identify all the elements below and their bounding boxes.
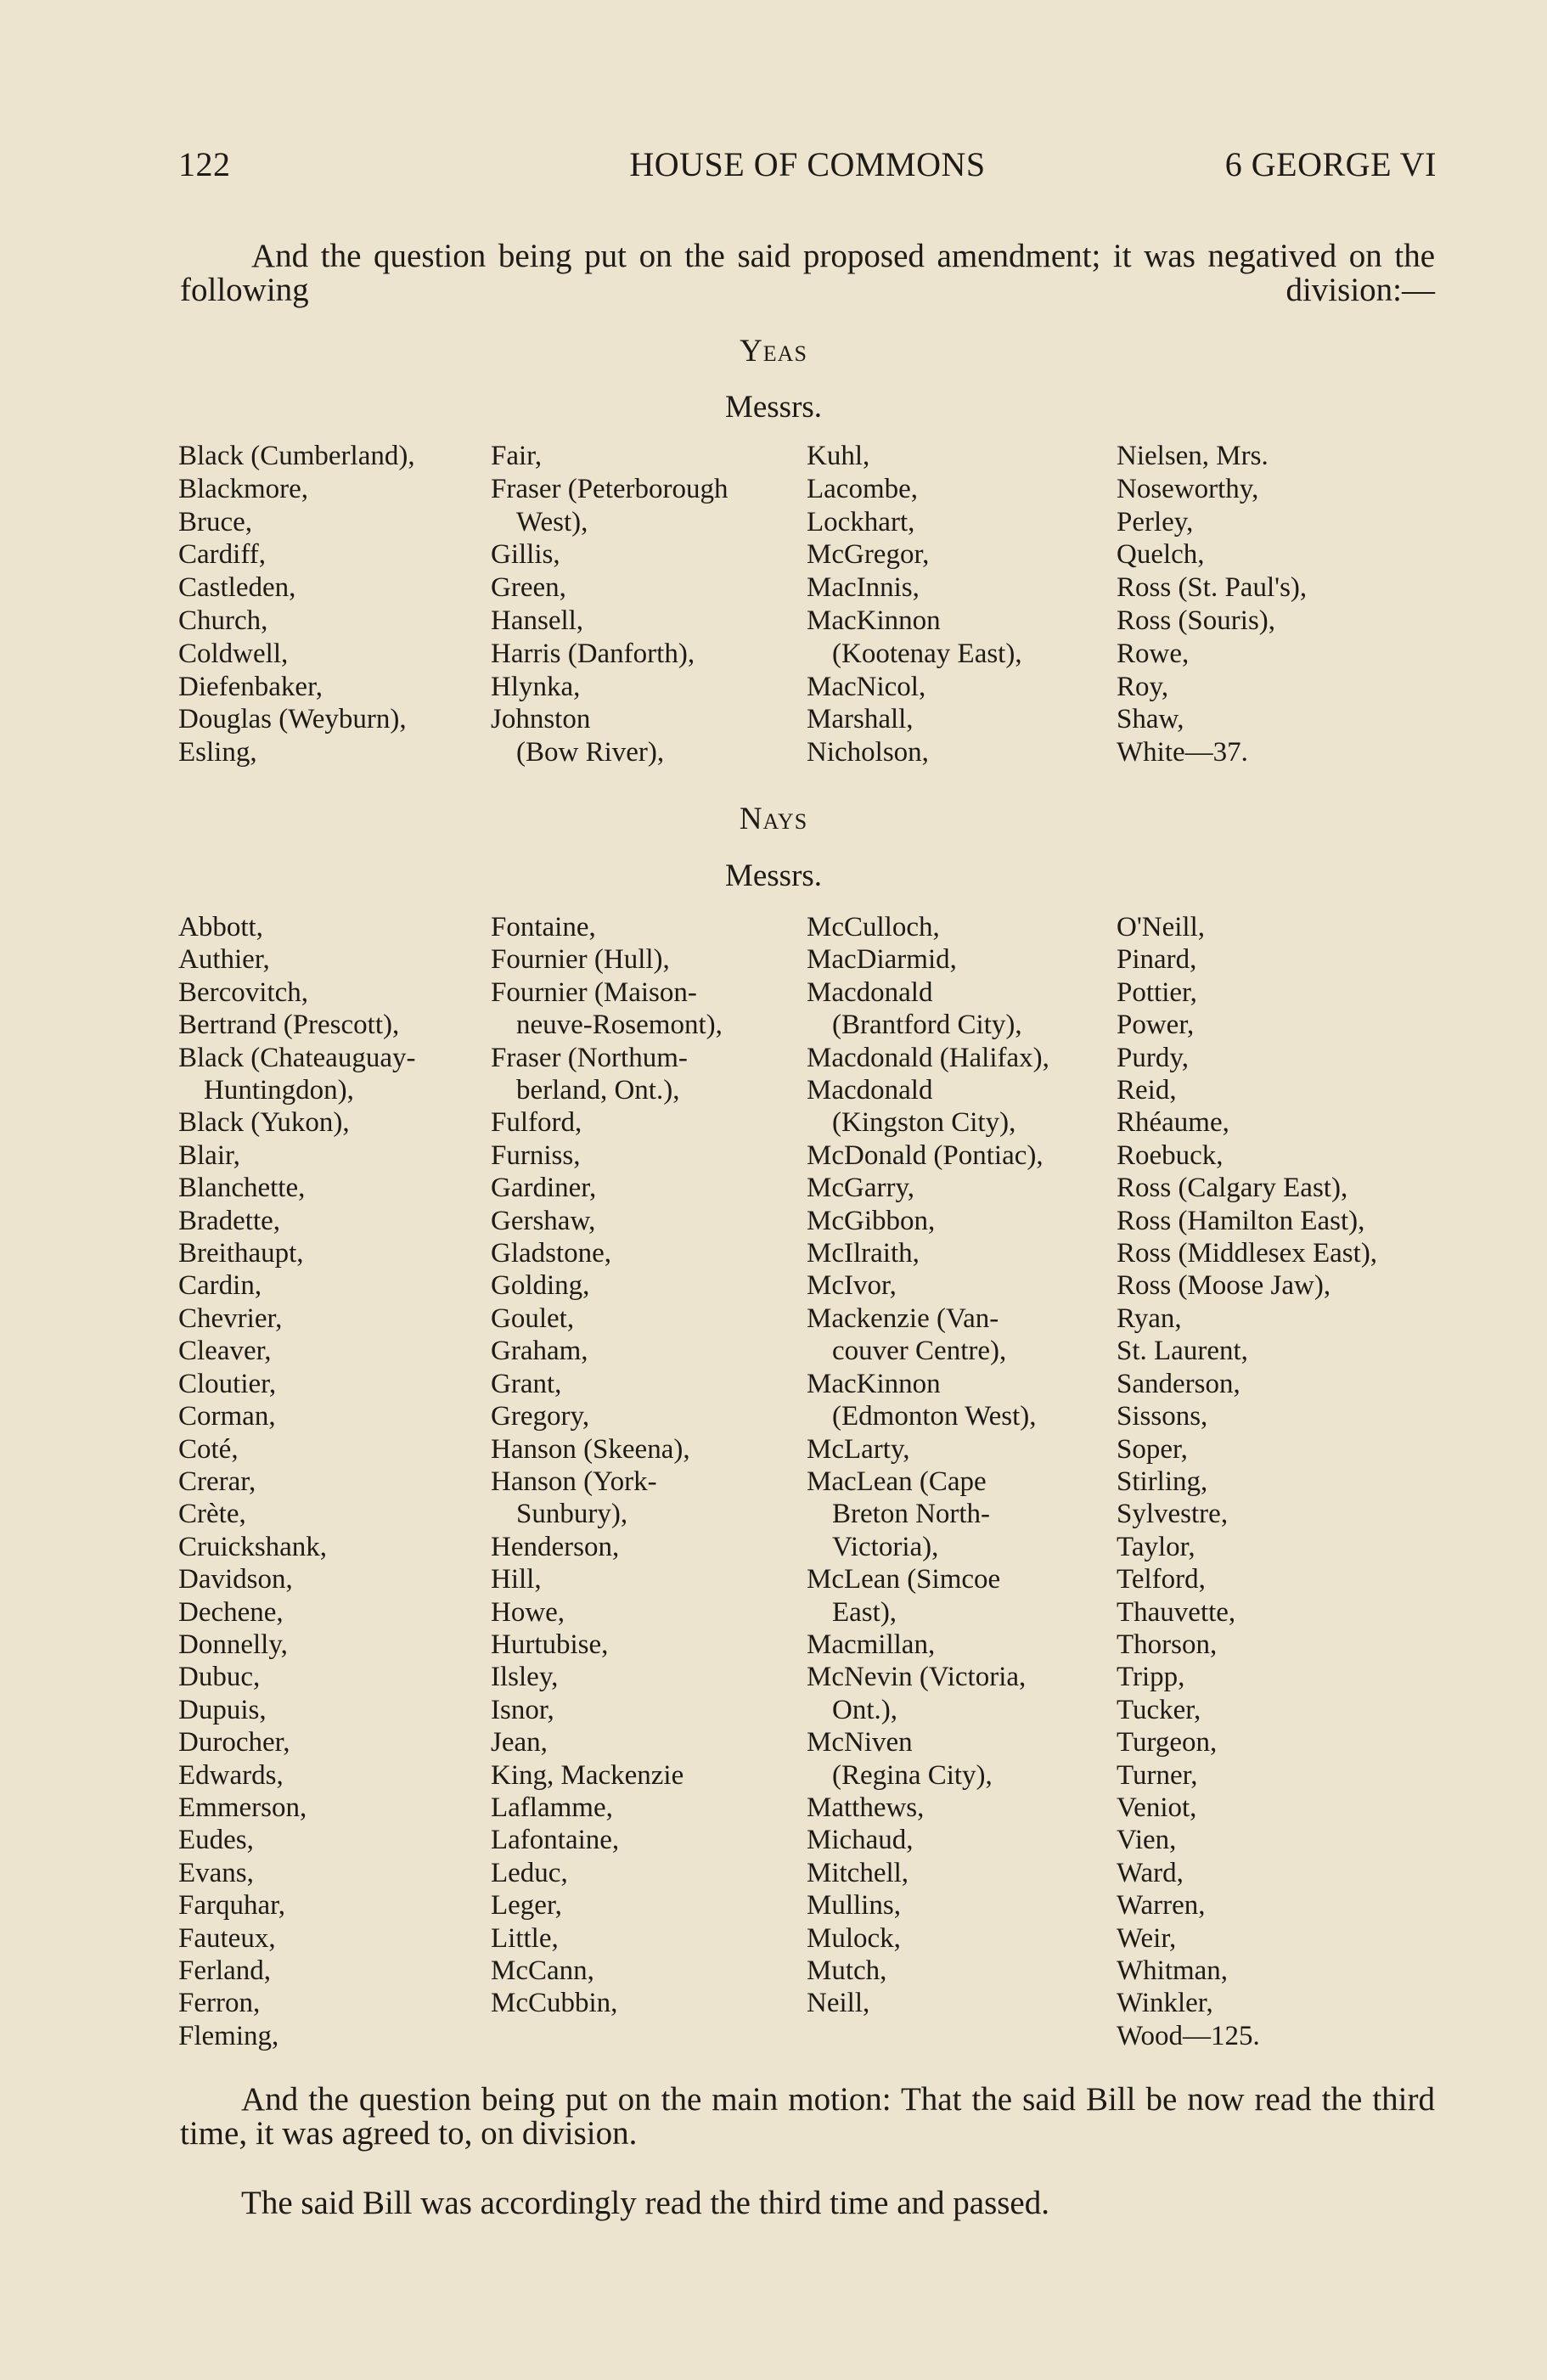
member-name: McIlraith, xyxy=(807,1238,920,1269)
member-name: Roebuck, xyxy=(1117,1139,1224,1171)
member-name: Breithaupt, xyxy=(178,1238,304,1269)
member-name: Ryan, xyxy=(1117,1303,1182,1334)
member-name: Telford, xyxy=(1117,1564,1206,1595)
member-name: Black (Chateauguay- xyxy=(178,1042,416,1073)
member-name: Chevrier, xyxy=(178,1303,283,1334)
member-name: Cruickshank, xyxy=(178,1531,328,1562)
member-name: Coté, xyxy=(178,1433,239,1465)
member-name: Tripp, xyxy=(1117,1662,1185,1693)
yeas-column-4 xyxy=(1117,440,1307,769)
member-name: Blair, xyxy=(178,1139,240,1171)
member-name: Cardin, xyxy=(178,1270,262,1302)
member-name: McGibbon, xyxy=(807,1205,936,1236)
member-name: Black (Cumberland), xyxy=(178,441,415,471)
nays-heading: Nays xyxy=(739,802,808,836)
member-name-continuation: Sunbury), xyxy=(516,1499,628,1530)
member-name: Corman, xyxy=(178,1401,276,1432)
member-name: McCann, xyxy=(491,1955,594,1986)
member-name: Bercovitch, xyxy=(178,976,309,1008)
member-name: Graham, xyxy=(491,1336,588,1367)
member-name: McGregor, xyxy=(807,539,930,571)
member-name: Noseworthy, xyxy=(1117,473,1259,504)
member-name-continuation: neuve-Rosemont), xyxy=(516,1010,723,1041)
member-name: Fournier (Hull), xyxy=(491,944,670,976)
member-name: Little, xyxy=(491,1922,559,1954)
member-name: Weir, xyxy=(1117,1922,1177,1954)
member-name: King, Mackenzie xyxy=(491,1759,684,1791)
member-name: Sissons, xyxy=(1117,1401,1208,1432)
member-name: Lafontaine, xyxy=(491,1825,620,1856)
member-name-continuation: (Regina City), xyxy=(832,1759,993,1791)
member-name: Whitman, xyxy=(1117,1955,1229,1986)
member-name: Veniot, xyxy=(1117,1792,1197,1823)
member-name: Tucker, xyxy=(1117,1694,1201,1725)
member-name: Ferron, xyxy=(178,1988,261,2019)
member-name: Gershaw, xyxy=(491,1205,596,1236)
member-name: MacKinnon xyxy=(807,1368,941,1399)
member-name: Jean, xyxy=(491,1727,548,1758)
member-name: Leger, xyxy=(491,1890,562,1921)
member-name: Bruce, xyxy=(178,506,253,537)
member-name: Esling, xyxy=(178,737,257,768)
member-name: Soper, xyxy=(1117,1433,1188,1465)
member-name: Fair, xyxy=(491,441,543,471)
member-name: Stirling, xyxy=(1117,1466,1208,1497)
member-name: Vien, xyxy=(1117,1825,1177,1856)
member-name: Ferland, xyxy=(178,1955,272,1986)
member-name: Nielsen, Mrs. xyxy=(1117,441,1269,471)
member-name: Nicholson, xyxy=(807,737,929,768)
member-name: McNiven xyxy=(807,1727,913,1758)
amendment-question-paragraph: And the question being put on the said proposed amendment; it was negatived on the following division:— xyxy=(180,238,1435,308)
member-name: Hurtubise, xyxy=(491,1629,609,1660)
member-name: Bradette, xyxy=(178,1205,281,1236)
member-name: Goulet, xyxy=(491,1303,575,1334)
member-name: Emmerson, xyxy=(178,1792,307,1823)
member-name: Mutch, xyxy=(807,1955,887,1986)
member-name: Macmillan, xyxy=(807,1629,936,1660)
member-name: Grant, xyxy=(491,1368,562,1399)
member-name: Edwards, xyxy=(178,1759,284,1791)
nays-column-2 xyxy=(491,911,723,2020)
member-name: Gillis, xyxy=(491,539,560,571)
member-name: Cardiff, xyxy=(178,539,266,571)
member-name: Golding, xyxy=(491,1270,590,1302)
member-name: Fulford, xyxy=(491,1107,582,1139)
member-name: Dechene, xyxy=(178,1596,284,1628)
yeas-column-1 xyxy=(178,440,415,769)
member-name: Farquhar, xyxy=(178,1890,286,1921)
member-name: Macdonald xyxy=(807,976,933,1008)
yeas-column-3 xyxy=(807,440,1022,769)
nays-column-1 xyxy=(178,911,415,2052)
member-name: Michaud, xyxy=(807,1825,914,1856)
member-name: McCubbin, xyxy=(491,1988,618,2019)
member-name: Gladstone, xyxy=(491,1238,612,1269)
member-name-continuation: (Kingston City), xyxy=(832,1107,1016,1139)
member-name: Douglas (Weyburn), xyxy=(178,704,407,735)
member-name: Davidson, xyxy=(178,1564,293,1595)
member-name: Fraser (Northum- xyxy=(491,1042,688,1073)
member-name: Ross (Middlesex East), xyxy=(1117,1238,1378,1269)
member-name: O'Neill, xyxy=(1117,912,1206,942)
member-name: Roy, xyxy=(1117,671,1169,702)
member-name: Taylor, xyxy=(1117,1531,1195,1562)
member-name: Rowe, xyxy=(1117,638,1190,669)
member-name: Isnor, xyxy=(491,1694,554,1725)
yeas-messrs-label: Messrs. xyxy=(724,390,823,425)
member-name: Rhéaume, xyxy=(1117,1107,1229,1139)
member-name: Perley, xyxy=(1117,506,1194,537)
member-name-continuation: Ont.), xyxy=(832,1694,897,1725)
member-name: Black (Yukon), xyxy=(178,1107,350,1139)
page-header xyxy=(178,144,1437,195)
member-name: McGarry, xyxy=(807,1173,915,1204)
member-name: Hanson (York- xyxy=(491,1466,657,1497)
member-name: Donnelly, xyxy=(178,1629,288,1660)
member-name: MacKinnon xyxy=(807,605,941,636)
member-name-continuation: Huntingdon), xyxy=(204,1075,354,1106)
member-name-continuation: West), xyxy=(516,506,588,537)
member-name: Dubuc, xyxy=(178,1662,261,1693)
member-name: Cleaver, xyxy=(178,1336,272,1367)
member-name-continuation: (Brantford City), xyxy=(832,1010,1022,1041)
member-name: Gregory, xyxy=(491,1401,590,1432)
member-name: Fontaine, xyxy=(491,912,596,942)
page-number: 122 xyxy=(178,145,231,183)
nays-messrs-label: Messrs. xyxy=(724,858,823,893)
member-name: Ilsley, xyxy=(491,1662,559,1693)
member-name: McLarty, xyxy=(807,1433,910,1465)
regnal-year: 6 GEORGE VI xyxy=(1224,145,1437,183)
member-name-continuation: (Kootenay East), xyxy=(832,638,1022,669)
member-name: Abbott, xyxy=(178,912,263,942)
member-name: Blackmore, xyxy=(178,473,309,504)
member-name: Laflamme, xyxy=(491,1792,613,1823)
member-name: Marshall, xyxy=(807,704,914,735)
page-title: HOUSE OF COMMONS xyxy=(629,145,986,183)
member-name: Hlynka, xyxy=(491,671,581,702)
member-name: Macdonald xyxy=(807,1075,933,1106)
member-name: Kuhl, xyxy=(807,441,870,471)
member-name: Fournier (Maison- xyxy=(491,976,697,1008)
member-name-continuation: Victoria), xyxy=(832,1531,939,1562)
member-name: Henderson, xyxy=(491,1531,620,1562)
member-name: Purdy, xyxy=(1117,1042,1189,1073)
member-name: Evans, xyxy=(178,1857,254,1888)
member-name: White—37. xyxy=(1117,737,1248,768)
member-name: Sylvestre, xyxy=(1117,1499,1229,1530)
bill-passed-paragraph: The said Bill was accordingly read the third time and passed. xyxy=(241,2185,1049,2221)
member-name: Turgeon, xyxy=(1117,1727,1218,1758)
member-name: Ross (Souris), xyxy=(1117,605,1276,636)
member-name-continuation: couver Centre), xyxy=(832,1336,1007,1367)
member-name: Hansell, xyxy=(491,605,584,636)
member-name: Hanson (Skeena), xyxy=(491,1433,690,1465)
member-name: Ward, xyxy=(1117,1857,1184,1888)
member-name: Ross (Moose Jaw), xyxy=(1117,1270,1331,1302)
member-name: Blanchette, xyxy=(178,1173,306,1204)
member-name: Winkler, xyxy=(1117,1988,1213,2019)
member-name-continuation: (Bow River), xyxy=(516,737,665,768)
member-name: Warren, xyxy=(1117,1890,1206,1921)
member-name: Fleming, xyxy=(178,2020,279,2051)
member-name: Castleden, xyxy=(178,572,296,604)
member-name-continuation: (Edmonton West), xyxy=(832,1401,1037,1432)
member-name: Diefenbaker, xyxy=(178,671,323,702)
member-name: Bertrand (Prescott), xyxy=(178,1010,400,1041)
member-name: Mullins, xyxy=(807,1890,901,1921)
member-name: Wood—125. xyxy=(1117,2020,1260,2051)
member-name: Mackenzie (Van- xyxy=(807,1303,999,1334)
member-name: Harris (Danforth), xyxy=(491,638,695,669)
member-name: Quelch, xyxy=(1117,539,1205,571)
member-name: Neill, xyxy=(807,1988,870,2019)
member-name: Macdonald (Halifax), xyxy=(807,1042,1049,1073)
member-name: Mitchell, xyxy=(807,1857,909,1888)
member-name: Matthews, xyxy=(807,1792,925,1823)
member-name: MacNicol, xyxy=(807,671,926,702)
yeas-column-2 xyxy=(491,440,728,769)
member-name: Cloutier, xyxy=(178,1368,277,1399)
member-name: McCulloch, xyxy=(807,912,940,942)
member-name: Thauvette, xyxy=(1117,1596,1236,1628)
member-name: Howe, xyxy=(491,1596,565,1628)
member-name: Gardiner, xyxy=(491,1173,597,1204)
member-name: Power, xyxy=(1117,1010,1195,1041)
member-name: Ross (Hamilton East), xyxy=(1117,1205,1365,1236)
member-name: Turner, xyxy=(1117,1759,1198,1791)
member-name-continuation: berland, Ont.), xyxy=(516,1075,680,1106)
member-name: Dupuis, xyxy=(178,1694,267,1725)
member-name: Coldwell, xyxy=(178,638,289,669)
member-name: Shaw, xyxy=(1117,704,1184,735)
member-name: Crerar, xyxy=(178,1466,256,1497)
member-name: McDonald (Pontiac), xyxy=(807,1139,1044,1171)
member-name: McIvor, xyxy=(807,1270,897,1302)
member-name: McNevin (Victoria, xyxy=(807,1662,1027,1693)
member-name: Johnston xyxy=(491,704,591,735)
member-name: Lacombe, xyxy=(807,473,919,504)
member-name: MacInnis, xyxy=(807,572,920,604)
member-name: Crète, xyxy=(178,1499,246,1530)
member-name: Ross (St. Paul's), xyxy=(1117,572,1308,604)
member-name: Church, xyxy=(178,605,268,636)
member-name: Furniss, xyxy=(491,1139,581,1171)
member-name: MacLean (Cape xyxy=(807,1466,987,1497)
member-name: Leduc, xyxy=(491,1857,568,1888)
member-name: Thorson, xyxy=(1117,1629,1218,1660)
member-name-continuation: East), xyxy=(832,1596,897,1628)
member-name-continuation: Breton North- xyxy=(832,1499,991,1530)
member-name: Mulock, xyxy=(807,1922,901,1954)
member-name: Ross (Calgary East), xyxy=(1117,1173,1348,1204)
main-motion-paragraph: And the question being put on the main motion: That the said Bill be now read the third time, it was agreed to, on division. xyxy=(180,2081,1435,2152)
member-name: McLean (Simcoe xyxy=(807,1564,1001,1595)
nays-column-4 xyxy=(1117,911,1377,2052)
member-name: Pinard, xyxy=(1117,944,1197,976)
member-name: Authier, xyxy=(178,944,270,976)
nays-column-3 xyxy=(807,911,1049,2020)
member-name: Sanderson, xyxy=(1117,1368,1240,1399)
member-name: Hill, xyxy=(491,1564,542,1595)
member-name: Fauteux, xyxy=(178,1922,276,1954)
member-name: Fraser (Peterborough xyxy=(491,473,728,504)
member-name: Eudes, xyxy=(178,1825,254,1856)
member-name: Green, xyxy=(491,572,566,604)
member-name: Pottier, xyxy=(1117,976,1197,1008)
member-name: Reid, xyxy=(1117,1075,1177,1106)
yeas-heading: Yeas xyxy=(740,334,807,369)
member-name: MacDiarmid, xyxy=(807,944,957,976)
member-name: Lockhart, xyxy=(807,506,915,537)
member-name: St. Laurent, xyxy=(1117,1336,1248,1367)
member-name: Durocher, xyxy=(178,1727,290,1758)
